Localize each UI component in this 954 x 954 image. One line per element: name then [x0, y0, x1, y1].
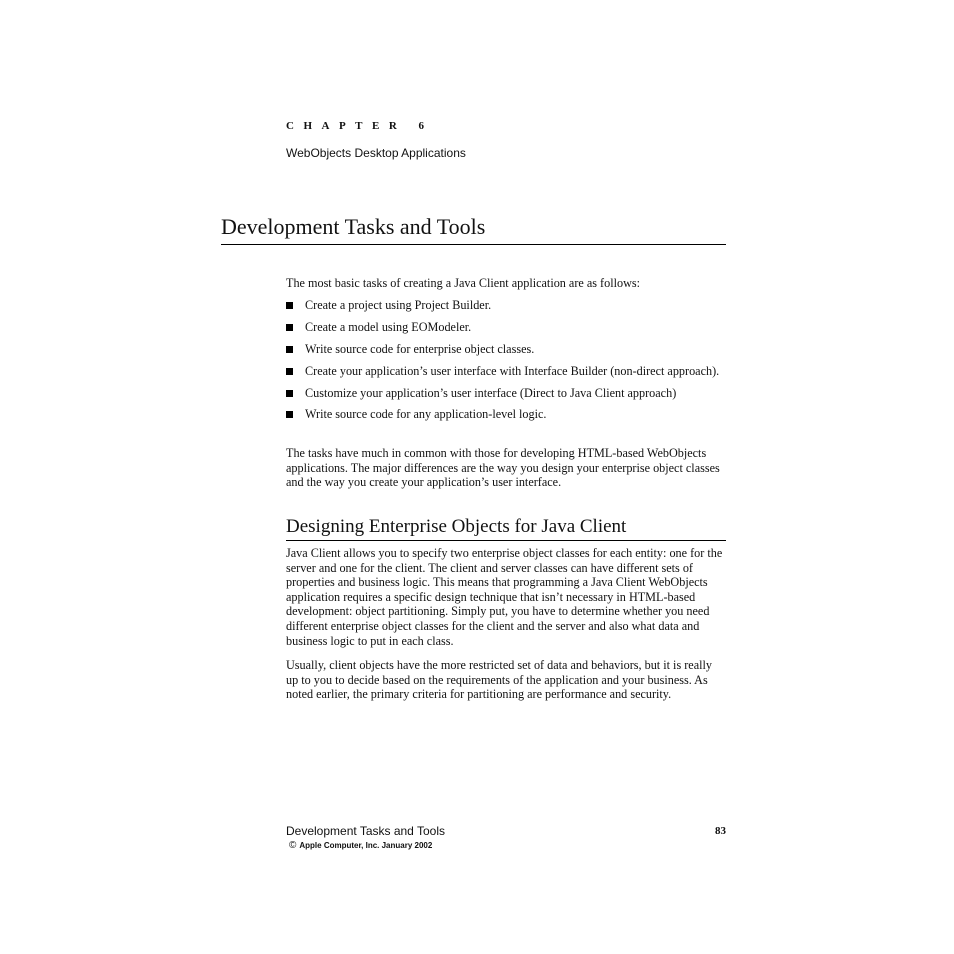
chapter-label: CHAPTER 6	[286, 120, 434, 132]
subsection-heading: Designing Enterprise Objects for Java Client	[286, 515, 726, 541]
tasks-paragraph: The tasks have much in common with those for developing HTML-based WebObjects applications. The major differences are the way you design your enterprise object classes and the way you create your application’s user interface.	[286, 446, 720, 490]
chapter-title: WebObjects Desktop Applications	[286, 146, 466, 160]
list-item	[286, 320, 726, 335]
copyright-text: Apple Computer, Inc. January 2002	[299, 841, 433, 850]
list-item-text: Create a project using Project Builder.	[305, 298, 492, 312]
square-bullet-icon	[286, 302, 293, 309]
java-client-paragraph: Java Client allows you to specify two enterprise object classes for each entity: one for the server and one for the client. The client and server classes can have different sets of properties and business logic. This means that programming a Java Client WebObjects application requires a specific design technique that isn’t necessary in HTML-based development: object partitioning. Simply put, you have to determine whether you need different enterprise object classes for the client and the server and also what data and business logic to put in each class.	[286, 546, 723, 648]
list-item	[286, 298, 726, 313]
page-number: 83	[715, 825, 726, 837]
section-heading: Development Tasks and Tools	[221, 213, 726, 245]
square-bullet-icon	[286, 411, 293, 418]
task-list	[286, 298, 726, 429]
copyright-icon: ©	[289, 840, 297, 851]
copyright-notice	[289, 840, 432, 851]
list-item	[286, 364, 726, 379]
list-item-text: Customize your application’s user interface (Direct to Java Client approach)	[305, 385, 677, 400]
square-bullet-icon	[286, 368, 293, 375]
square-bullet-icon	[286, 346, 293, 353]
list-item	[286, 407, 726, 422]
list-item-text: Create a model using EOModeler.	[305, 319, 472, 334]
list-item-text: Write source code for any application-level logic.	[305, 407, 547, 422]
intro-paragraph: The most basic tasks of creating a Java Client application are as follows:	[286, 276, 641, 290]
list-item	[286, 342, 726, 357]
list-item-text: Write source code for enterprise object classes.	[305, 341, 535, 356]
client-objects-paragraph: Usually, client objects have the more restricted set of data and behaviors, but it is really up to you to decide based on the requirements of the application and your business. As noted earlier, the primary criteria for partitioning are performance and security.	[286, 658, 712, 702]
list-item-text: Create your application’s user interface with Interface Builder (non-direct approach).	[305, 363, 720, 378]
list-item	[286, 386, 726, 401]
square-bullet-icon	[286, 324, 293, 331]
footer-title: Development Tasks and Tools	[286, 824, 445, 838]
square-bullet-icon	[286, 390, 293, 397]
